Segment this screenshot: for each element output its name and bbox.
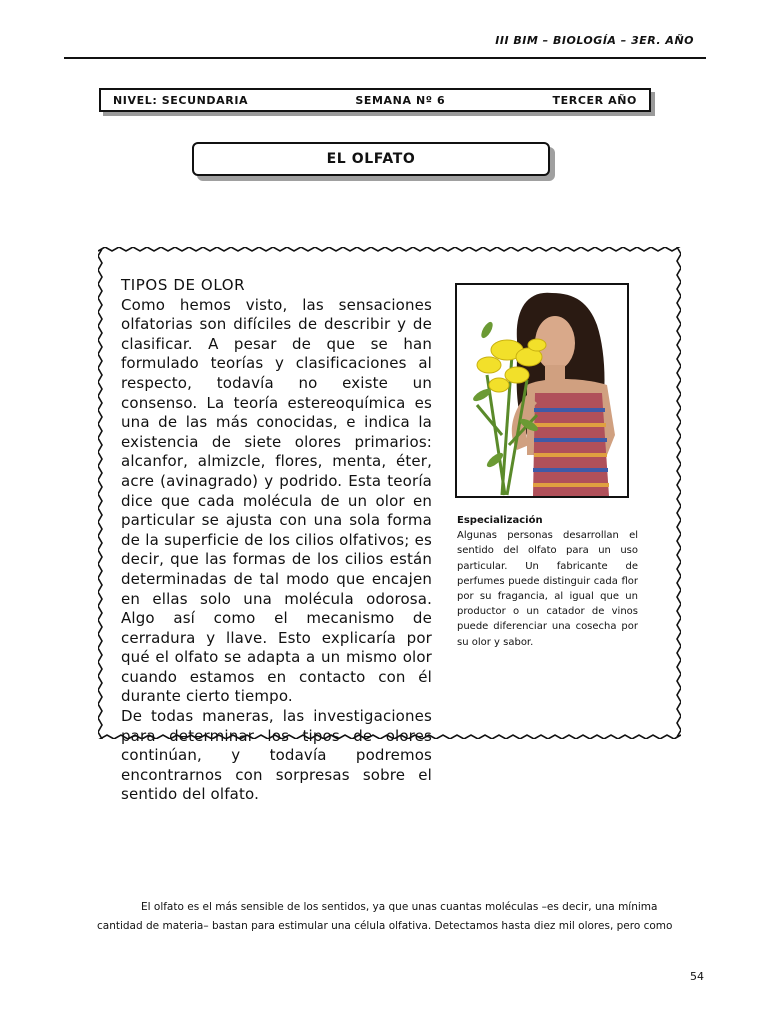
page-number: 54 bbox=[690, 970, 704, 983]
bottom-paragraph bbox=[97, 898, 688, 936]
article-text bbox=[121, 276, 432, 805]
header-divider bbox=[64, 57, 706, 59]
course-header: III BIM – BIOLOGÍA – 3ER. AÑO bbox=[495, 34, 694, 47]
bottom-line-2: cantidad de materia– bastan para estimular una célula olfativa. Detectamos hasta diez mil olores, pero como bbox=[97, 920, 673, 932]
image-caption bbox=[457, 513, 638, 650]
caption-text: Algunas personas desarrollan el sentido del olfato para un uso particular. Un fabricante de perfumes puede distinguir cada flor por su fragancia, al igual que un productor o un catador de vinos puede diferenciar una cosecha por su olor y sabor. bbox=[457, 530, 638, 648]
level-label: NIVEL: SECUNDARIA bbox=[113, 93, 249, 107]
page-title: EL OLFATO bbox=[192, 142, 550, 176]
girl-smelling-flowers-image bbox=[455, 283, 629, 498]
week-label: SEMANA Nº 6 bbox=[355, 93, 446, 107]
caption-title: Especialización bbox=[457, 515, 543, 526]
section-heading: TIPOS DE OLOR bbox=[121, 276, 246, 294]
grade-label: TERCER AÑO bbox=[552, 93, 637, 107]
paragraph: Como hemos visto, las sensaciones olfatorias son difíciles de describir y de clasificar. A pesar de que se han formulado teorías y clasificaciones al respecto, todavía no existe un consenso. La teoría estereoquímica es una de las más conocidas, e indica la existencia de siete olores primarios: alcanfor, almizcle, flores, menta, éter, acre (avinagrado) y podrido. Esta teoría dice que cada molécula de un olor en particular se ajusta con una sola forma de la superficie de los cilios olfativos; es decir, que las formas de los cilios están determinadas de tal modo que encajen en ellas solo una molécula odorosa. Algo así como el mecanismo de cerradura y llave. Esto explicaría por qué el olfato se adapta a un mismo olor cuando estamos en contacto con él durante cierto tiempo. bbox=[121, 295, 432, 706]
paragraph: De todas maneras, las investigaciones para determinar los tipos de olores continúan, y todavía podremos encontrarnos con sorpresas sobre el sentido del olfato. bbox=[121, 707, 432, 804]
bottom-line-1: El olfato es el más sensible de los sentidos, ya que unas cuantas moléculas –es decir, una mínima bbox=[141, 901, 658, 913]
info-bar bbox=[99, 88, 651, 112]
